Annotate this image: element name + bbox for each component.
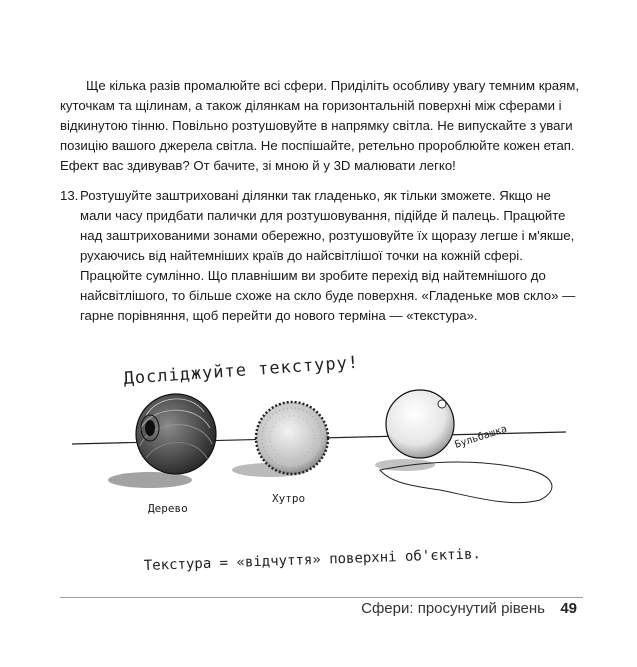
- label-fur: Хутро: [272, 492, 306, 505]
- bubble-sphere: [386, 390, 454, 458]
- texture-illustration: [0, 340, 637, 590]
- footer-chapter-title: Сфери: просунутий рівень: [361, 600, 545, 617]
- list-item-13: [60, 186, 580, 326]
- wood-sphere: [136, 394, 216, 474]
- footer-rule: [60, 597, 583, 598]
- page-number: 49: [560, 600, 577, 617]
- illustration-heading: Досліджуйте текстуру!: [122, 352, 360, 389]
- paragraph-shading-spheres: Ще кілька разів промалюйте всі сфери. Приділіть особливу увагу темним краям, куточкам та щілинам, а також ділянкам на горизонтальній поверхні між сферами і відкинутою тінню. Повільно розтушовуйте в напрямку світла. Не випускайте з уваги позицію вашого джерела світла. Не поспішайте, ретельно пророблюйте кожен етап. Ефект вас здивував? От бачите, зі мною й у 3D малювати легко!: [60, 78, 579, 173]
- illustration-caption: Текстура = «відчуття» поверхні об'єктів.: [143, 546, 482, 574]
- label-wood: Дерево: [148, 502, 188, 515]
- label-bubble: Бульбашка: [453, 423, 509, 451]
- list-item-number: 13.: [60, 188, 79, 203]
- list-item-text: Розтушуйте заштриховані ділянки так гладенько, як тільки зможете. Якщо не мали часу придбати палички для розтушовування, підійде й палець. Працюйте над заштрихованими зонами обережно, розтушовуйте їх щоразу легше і м'якше, рухаючись від найтемніших країв до найсвітлішої точки на кожній сфері. Працюйте сумлінно. Що плавнішим ви зробите перехід від найтемнішого до найсвітлішого, то більше схоже на скло буде поверхня. «Гладеньке мов скло» — гарне порівняння, щоб перейти до нового терміна — «текстура».: [80, 188, 576, 323]
- fur-sphere: [256, 402, 328, 474]
